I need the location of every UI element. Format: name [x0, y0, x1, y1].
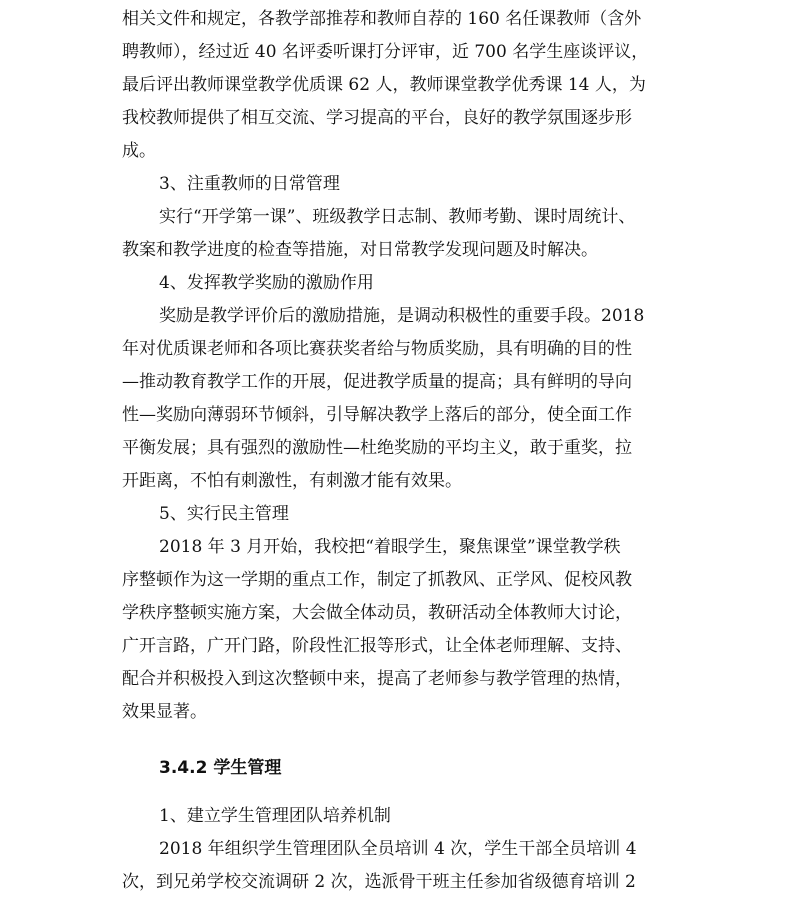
paragraph-line: 我校教师提供了相互交流、学习提高的平台，良好的教学氛围逐步形: [122, 108, 632, 128]
paragraph-line: 最后评出教师课堂教学优质课 62 人，教师课堂教学优秀课 14 人，为: [122, 75, 646, 95]
paragraph-line: 2018 年 3 月开始，我校把“着眼学生，聚焦课堂”课堂教学秩: [159, 537, 621, 557]
paragraph-line: 广开言路，广开门路，阶段性汇报等形式，让全体老师理解、支持、: [122, 636, 632, 656]
paragraph-line: 实行“开学第一课”、班级教学日志制、教师考勤、课时周统计、: [159, 207, 636, 227]
paragraph-line: 效果显著。: [122, 702, 207, 722]
paragraph-line: 开距离，不怕有刺激性，有刺激才能有效果。: [122, 471, 462, 491]
paragraph-line: 聘教师），经过近 40 名评委听课打分评审，近 700 名学生座谈评议，: [122, 42, 649, 62]
subsection-heading: 1、建立学生管理团队培养机制: [159, 806, 391, 826]
paragraph-line: 教案和教学进度的检查等措施，对日常教学发现问题及时解决。: [122, 240, 598, 260]
paragraph-line: 性—奖励向薄弱环节倾斜，引导解决教学上落后的部分，使全面工作: [122, 405, 632, 425]
subsection-heading: 4、发挥教学奖励的激励作用: [159, 273, 374, 293]
section-heading: 3.4.2 学生管理: [159, 758, 282, 778]
paragraph-line: —推动教育教学工作的开展，促进教学质量的提高；具有鲜明的导向: [122, 372, 632, 392]
paragraph-line: 学秩序整顿实施方案，大会做全体动员，教研活动全体教师大讨论，: [122, 603, 632, 623]
paragraph-line: 年对优质课老师和各项比赛获奖者给与物质奖励，具有明确的目的性: [122, 339, 632, 359]
paragraph-line: 成。: [122, 141, 156, 161]
paragraph-line: 序整顿作为这一学期的重点工作，制定了抓教风、正学风、促校风教: [122, 570, 632, 590]
paragraph-line: 次，到兄弟学校交流调研 2 次，选派骨干班主任参加省级德育培训 2: [122, 872, 636, 892]
paragraph-line: 奖励是教学评价后的激励措施，是调动积极性的重要手段。2018: [159, 306, 645, 326]
subsection-heading: 3、注重教师的日常管理: [159, 174, 340, 194]
subsection-heading: 5、实行民主管理: [159, 504, 289, 524]
paragraph-line: 平衡发展；具有强烈的激励性—杜绝奖励的平均主义，敢于重奖，拉: [122, 438, 632, 458]
paragraph-line: 2018 年组织学生管理团队全员培训 4 次，学生干部全员培训 4: [159, 839, 637, 859]
paragraph-line: 相关文件和规定，各教学部推荐和教师自荐的 160 名任课教师（含外: [122, 9, 642, 29]
paragraph-line: 配合并积极投入到这次整顿中来，提高了老师参与教学管理的热情，: [122, 669, 632, 689]
